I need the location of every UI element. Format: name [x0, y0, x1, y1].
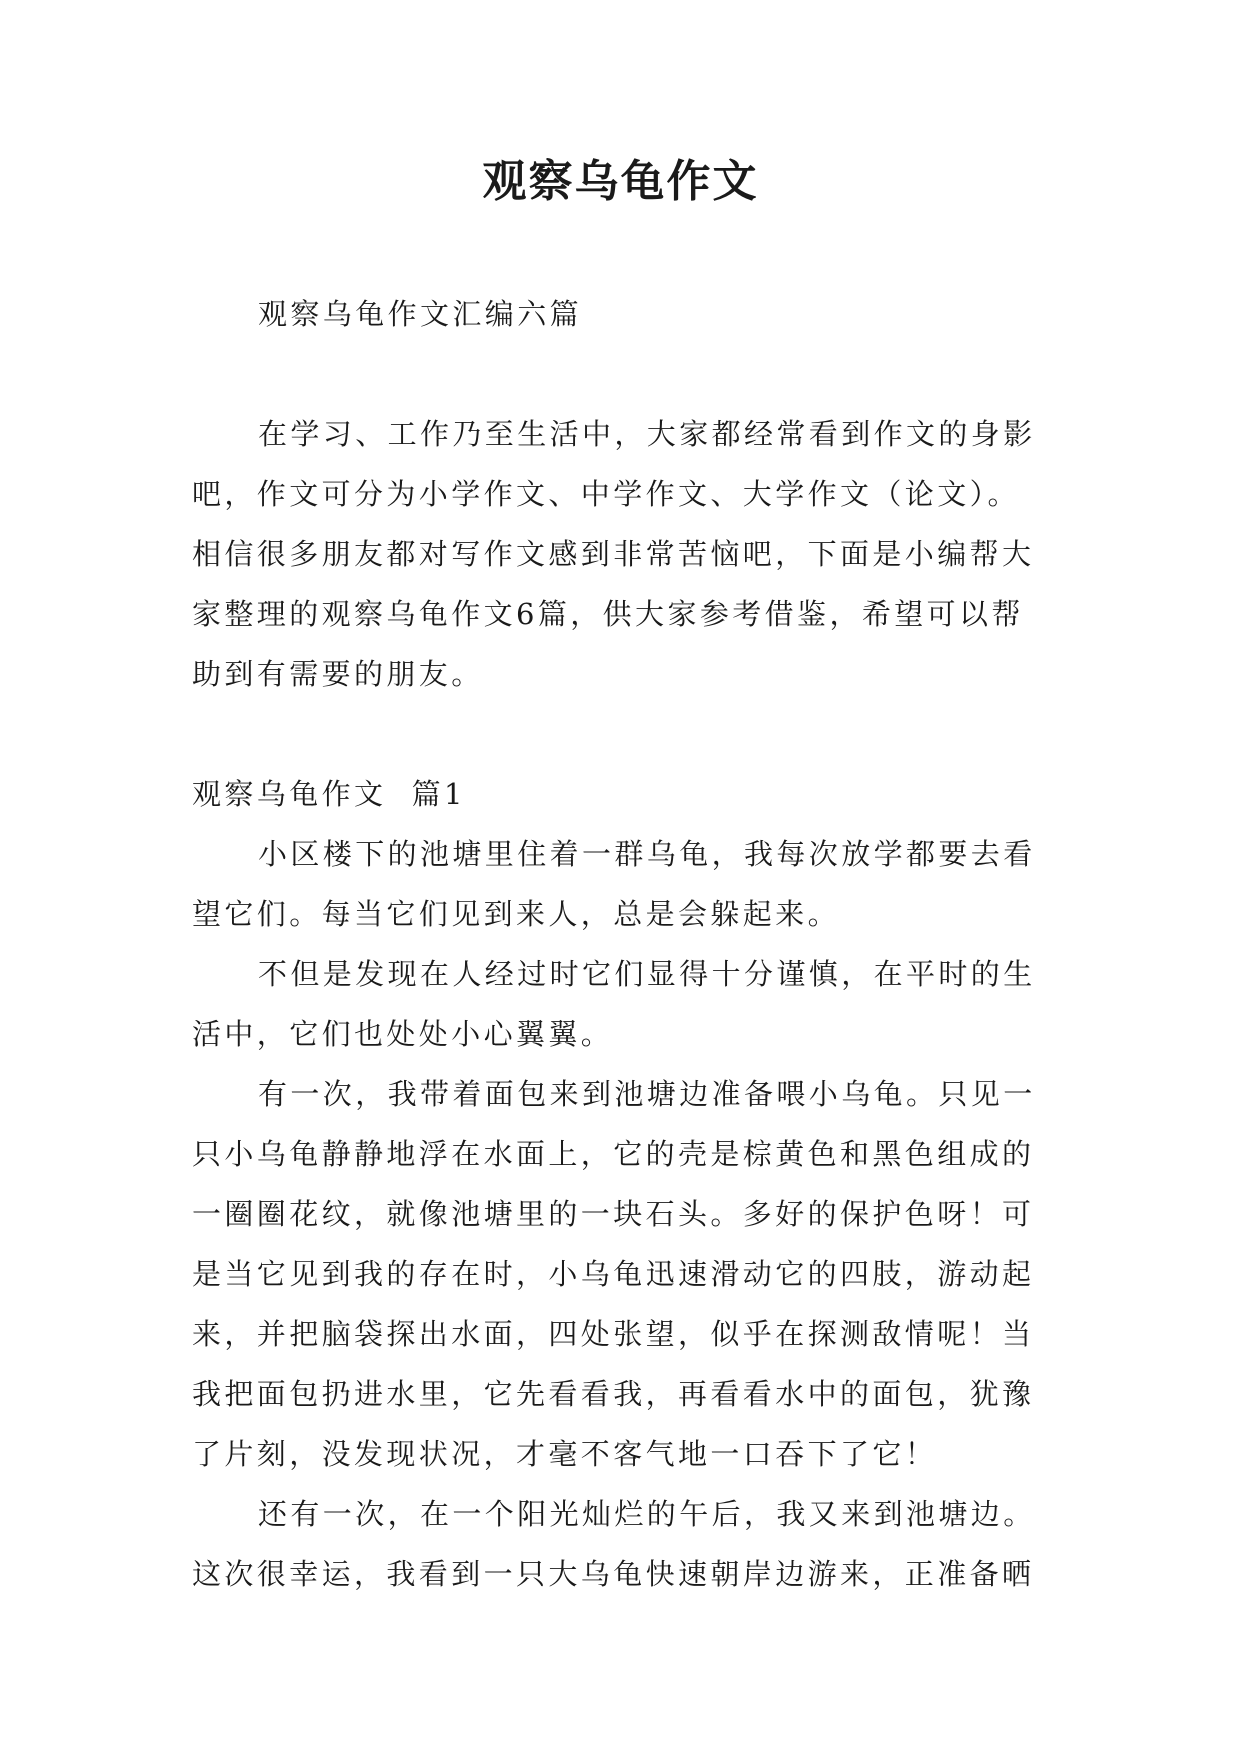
text-line: 了片刻，没发现状况，才毫不客气地一口吞下了它！: [192, 1437, 938, 1471]
intro-paragraph: [192, 404, 1054, 704]
text-line: 在学习、工作乃至生活中，大家都经常看到作文的身影: [258, 417, 1036, 451]
section-heading: 观察乌龟作文 篇1: [192, 777, 466, 811]
text-line: 有一次，我带着面包来到池塘边准备喂小乌龟。只见一: [258, 1077, 1036, 1111]
text-line: 只小乌龟静静地浮在水面上，它的壳是棕黄色和黑色组成的: [192, 1137, 1035, 1171]
text-line: 家整理的观察乌龟作文6篇，供大家参考借鉴，希望可以帮: [192, 597, 1024, 631]
document-body: [192, 284, 1054, 1604]
text-line: 不但是发现在人经过时它们显得十分谨慎，在平时的生: [258, 957, 1036, 991]
text-line: 望它们。每当它们见到来人，总是会躲起来。: [192, 897, 841, 931]
text-line: 来，并把脑袋探出水面，四处张望，似乎在探测敌情呢！当: [192, 1317, 1035, 1351]
text-line: 一圈圈花纹，就像池塘里的一块石头。多好的保护色呀！可: [192, 1197, 1035, 1231]
paragraph: [192, 944, 1054, 1064]
text-line: 小区楼下的池塘里住着一群乌龟，我每次放学都要去看: [258, 837, 1036, 871]
text-line: 助到有需要的朋友。: [192, 657, 484, 691]
paragraph: [192, 1064, 1054, 1484]
document-title: 观察乌龟作文: [482, 156, 759, 207]
text-line: 吧，作文可分为小学作文、中学作文、大学作文（论文）。: [192, 477, 1020, 511]
paragraph: [192, 1484, 1054, 1604]
text-line: 我把面包扔进水里，它先看看我，再看看水中的面包，犹豫: [192, 1377, 1035, 1411]
paragraph: [192, 824, 1054, 944]
text-line: 这次很幸运，我看到一只大乌龟快速朝岸边游来，正准备晒: [192, 1557, 1035, 1591]
text-line: 还有一次，在一个阳光灿烂的午后，我又来到池塘边。: [258, 1497, 1036, 1531]
blank-line: [192, 344, 1054, 404]
document-subtitle: 观察乌龟作文汇编六篇: [258, 297, 583, 331]
text-line: 活中，它们也处处小心翼翼。: [192, 1017, 614, 1051]
blank-line: [192, 704, 1054, 764]
text-line: 是当它见到我的存在时，小乌龟迅速滑动它的四肢，游动起: [192, 1257, 1035, 1291]
text-line: 相信很多朋友都对写作文感到非常苦恼吧，下面是小编帮大: [192, 537, 1035, 571]
